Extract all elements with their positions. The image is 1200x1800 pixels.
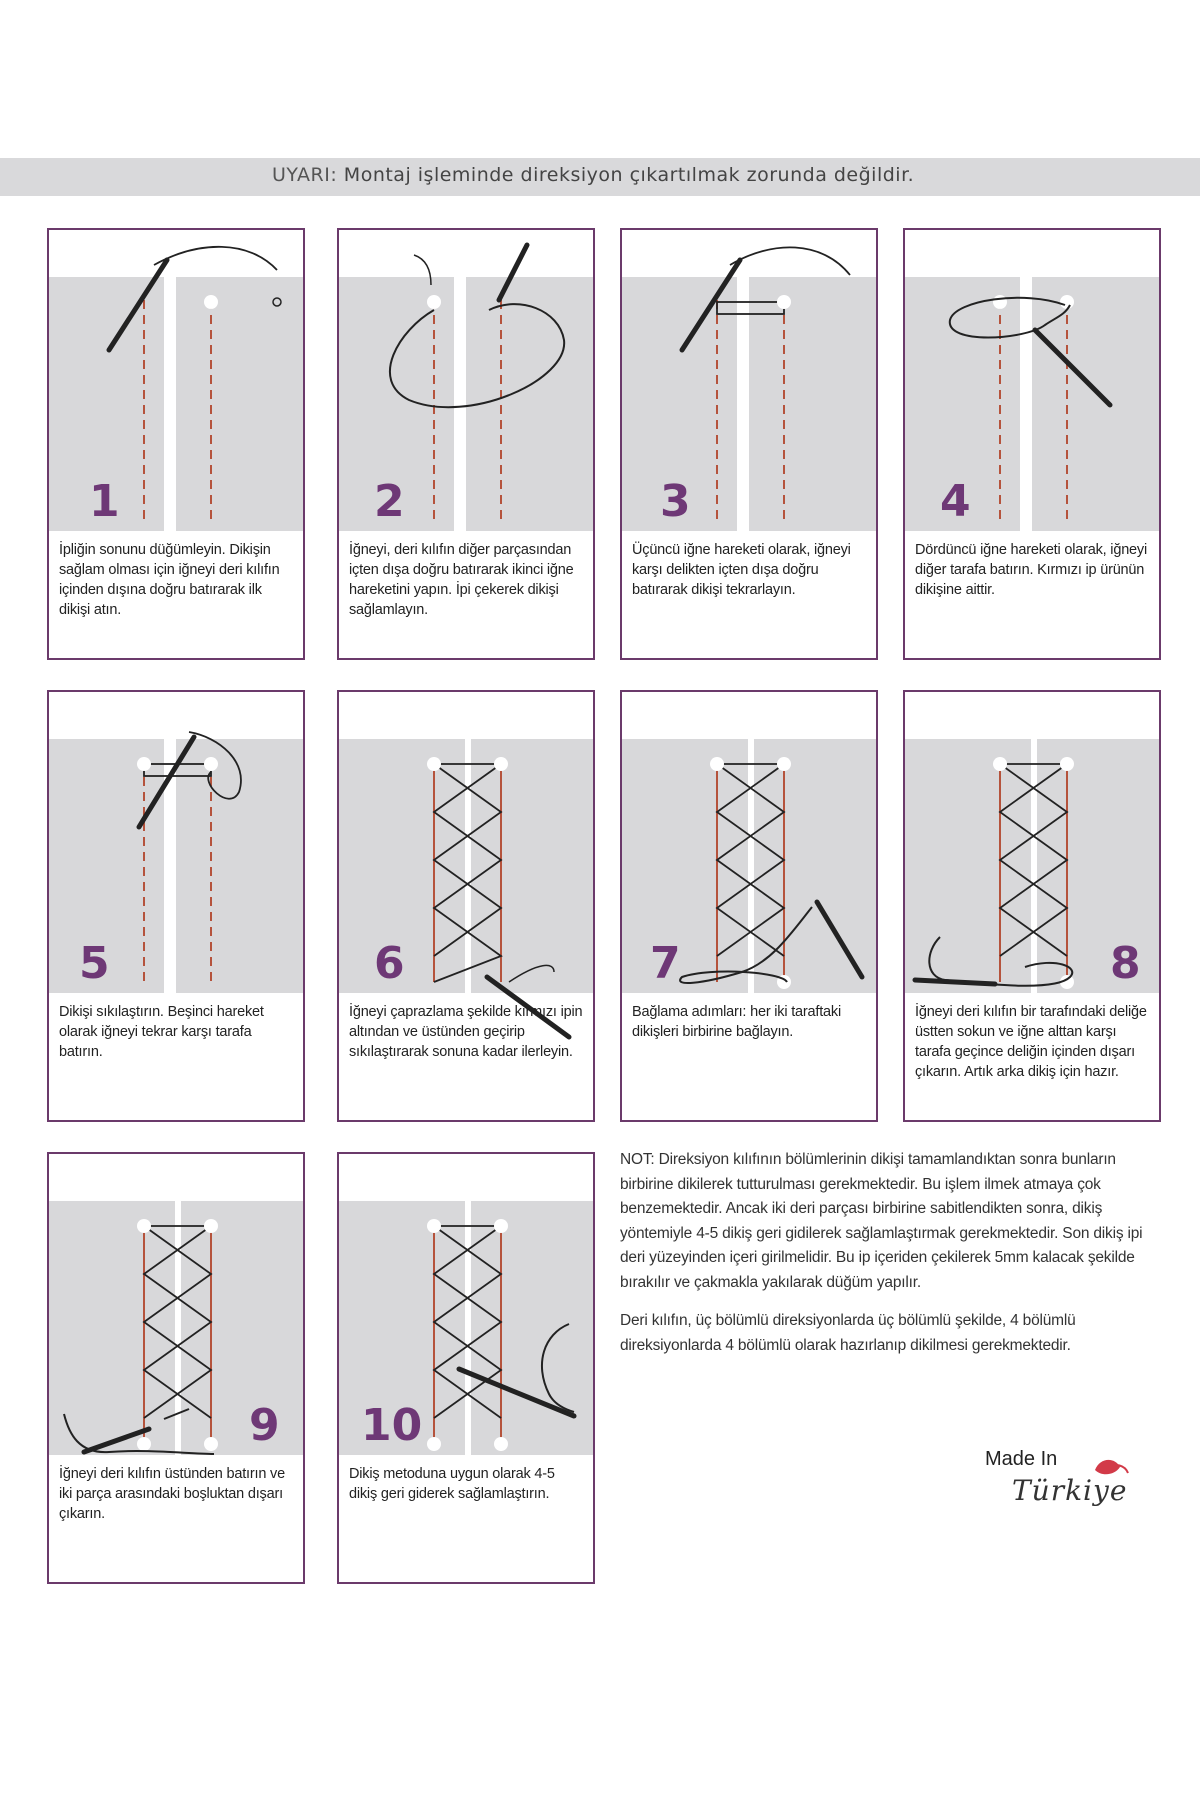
step-card-7	[620, 690, 878, 1122]
step-caption: İpliğin sonunu düğümleyin. Dikişin sağlam olması için iğneyi deri kılıfın içinden dışına doğru batırarak ilk dikişi atın.	[59, 542, 280, 618]
stitch-diagram	[49, 230, 303, 531]
step-number: 6	[374, 938, 405, 989]
step-card-6	[337, 690, 595, 1122]
step-number: 5	[79, 938, 110, 989]
step-number: 8	[1110, 938, 1141, 989]
note-paragraph-1: NOT: Direksiyon kılıfının bölümlerinin dikişi tamamlandıktan sonra bunların birbirine dikilerek tutturulması gerekmektedir. Bu işlem ilmek atmaya çok benzemektedir. Ancak iki deri parçası birbirine sabitlendikten sonra, dikiş yöntemiyle 4-5 dikiş geri gidilerek sağlamlaştırmak gerekmektedir. Son dikiş ipi deri yüzeyinden içeri girilmelidir. Bu ip içeriden çekilerek 5mm kalacak şekilde bırakılır ve çakmakla yakılarak düğüm yapılır.	[620, 1151, 1143, 1291]
step-number: 10	[361, 1400, 423, 1451]
step-number: 1	[89, 476, 120, 527]
warning-message: Montaj işleminde direksiyon çıkartılmak zorunda değildir.	[343, 164, 915, 186]
turkiye-logo-text: Türkiye	[1012, 1474, 1128, 1507]
step-caption: İğneyi çaprazlama şekilde kırmızı ipin altından ve üstünden geçirip sıkılaştırarak sonuna kadar ilerleyin.	[349, 1004, 583, 1060]
warning-text	[272, 164, 914, 186]
step-caption: Dikişi sıkılaştırın. Beşinci hareket olarak iğneyi tekrar karşı tarafa batırın.	[59, 1004, 264, 1060]
step-caption: Bağlama adımları: her iki taraftaki dikişleri birbirine bağlayın.	[632, 1004, 841, 1040]
step-number: 3	[660, 476, 691, 527]
step-caption: İğneyi deri kılıfın bir tarafındaki deliğe üstten sokun ve iğne alttan karşı tarafa geçince deliğin içinden dışarı çıkarın. Artık arka dikiş için hazır.	[915, 1004, 1147, 1080]
note-paragraph-2: Deri kılıfın, üç bölümlü direksiyonlarda üç bölümlü şekilde, 4 bölümlü direksiyonlarda 4 bölümlü olarak hazırlanıp dikilmesi gerekmektedir.	[620, 1312, 1076, 1354]
step-caption: Dördüncü iğne hareketi olarak, iğneyi diğer tarafa batırın. Kırmızı ip ürünün dikişine aittir.	[915, 542, 1147, 598]
tulip-icon	[1090, 1455, 1130, 1485]
step-number: 2	[374, 476, 405, 527]
step-caption: Dikiş metoduna uygun olarak 4-5 dikiş geri giderek sağlamlaştırın.	[349, 1466, 555, 1502]
step-card-3	[620, 228, 878, 660]
step-number: 7	[650, 938, 681, 989]
step-number: 4	[940, 476, 971, 527]
step-card-1	[47, 228, 305, 660]
made-in-label: Made In	[985, 1448, 1058, 1470]
step-card-5	[47, 690, 305, 1122]
step-number: 9	[249, 1400, 280, 1451]
step-card-2	[337, 228, 595, 660]
step-card-10	[337, 1152, 595, 1584]
step-caption: İğneyi deri kılıfın üstünden batırın ve iki parça arasındaki boşluktan dışarı çıkarın.	[59, 1466, 285, 1522]
warning-label: UYARI:	[272, 164, 338, 186]
step-card-4	[903, 228, 1161, 660]
warning-banner	[0, 158, 1200, 196]
step-caption: İğneyi, deri kılıfın diğer parçasından içten dışa doğru batırarak ikinci iğne hareketini yapın. İpi çekerek dikişi sağlamlayın.	[349, 542, 574, 618]
step-caption: Üçüncü iğne hareketi olarak, iğneyi karşı delikten içten dışa doğru batırarak dikişi tekrarlayın.	[632, 542, 851, 598]
note-text	[620, 1148, 1165, 1372]
step-card-8	[903, 690, 1161, 1122]
step-card-9	[47, 1152, 305, 1584]
